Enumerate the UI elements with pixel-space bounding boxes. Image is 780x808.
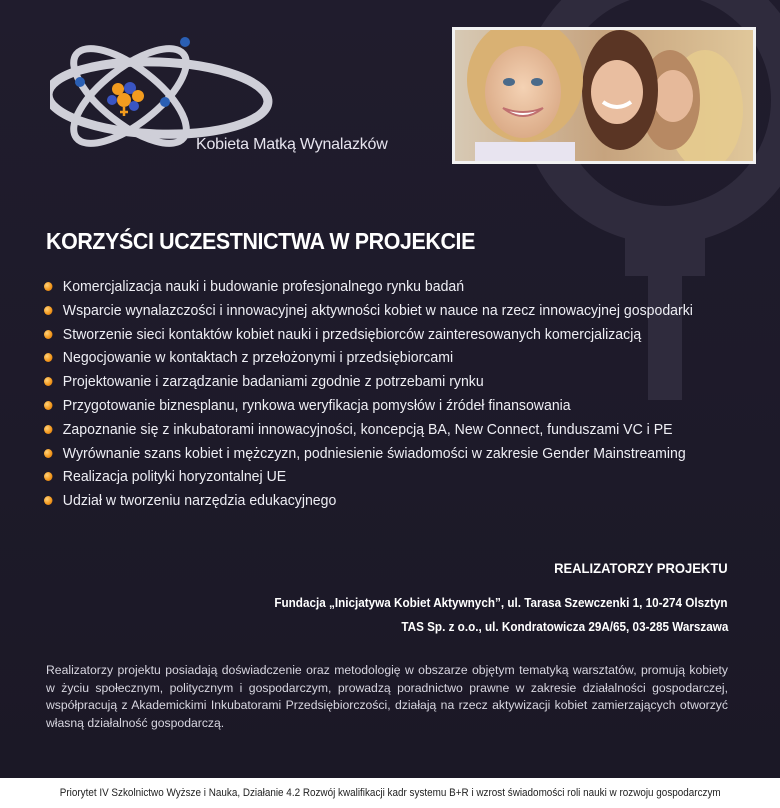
footer-text: Priorytet IV Szkolnictwo Wyższe i Nauka, Działanie 4.2 Rozwój kwalifikacji kadr systemu B+R i wzrost świadomości roli nauki w rozwoju gospodarczym: [59, 787, 721, 799]
orange-dot-icon: [44, 330, 52, 339]
footer-note: [0, 778, 780, 808]
list-item: Wsparcie wynalazczości i innowacyjnej aktywności kobiet w nauce na rzecz innowacyjnej gospodarki: [44, 299, 693, 323]
implementer-address-1: Fundacja „Inicjatywa Kobiet Aktywnych”, ul. Tarasa Szewczenki 1, 10-274 Olsztyn: [274, 595, 728, 610]
list-item: Wyrównanie szans kobiet i mężczyzn, podniesienie świadomości w zakresie Gender Mainstreaming: [44, 442, 693, 466]
benefits-list: [44, 275, 734, 513]
orange-dot-icon: [44, 353, 52, 362]
list-item: Przygotowanie biznesplanu, rynkowa weryfikacja pomysłów i źródeł finansowania: [44, 394, 693, 418]
orange-dot-icon: [44, 377, 52, 386]
orange-dot-icon: [44, 472, 52, 481]
benefits-title: KORZYŚCI UCZESTNICTWA W PROJEKCIE: [46, 228, 476, 254]
implementers-description: Realizatorzy projektu posiadają doświadczenie oraz metodologię w obszarze objętym tematyką warsztatów, promują kobiety w życiu społecznym, politycznym i gospodarczym, prowadzą poradnictwo prawne w zakresie działalności gospodarczej, współpracują z Akademickimi Inkubatorami Przedsiębiorczości, działają na rzecz aktywizacji kobiet zamierzających otworzyć własną działalność gospodarczą.: [46, 663, 728, 730]
orange-dot-icon: [44, 282, 52, 291]
orange-dot-icon: [44, 496, 52, 505]
list-item: Projektowanie i zarządzanie badaniami zgodnie z potrzebami rynku: [44, 370, 693, 394]
orange-dot-icon: [44, 425, 52, 434]
women-photo: [452, 27, 756, 164]
implementers-heading: REALIZATORZY PROJEKTU: [554, 560, 728, 576]
orange-dot-icon: [44, 449, 52, 458]
orange-dot-icon: [44, 401, 52, 410]
brand-name: Kobieta Matką Wynalazków: [196, 136, 388, 153]
list-item: Udział w tworzeniu narzędzia edukacyjnego: [44, 489, 693, 513]
list-item: Negocjowanie w kontaktach z przełożonymi i przedsiębiorcami: [44, 346, 693, 370]
list-item: Stworzenie sieci kontaktów kobiet nauki i przedsiębiorców zainteresowanych komercjalizacją: [44, 323, 693, 347]
list-item: Zapoznanie się z inkubatorami innowacyjności, koncepcją BA, New Connect, funduszami VC i PE: [44, 418, 693, 442]
implementer-address-2: TAS Sp. z o.o., ul. Kondratowicza 29A/65, 03-285 Warszawa: [400, 619, 728, 634]
list-item: Komercjalizacja nauki i budowanie profesjonalnego rynku badań: [44, 275, 693, 299]
list-item: Realizacja polityki horyzontalnej UE: [44, 465, 693, 489]
orange-dot-icon: [44, 306, 52, 315]
